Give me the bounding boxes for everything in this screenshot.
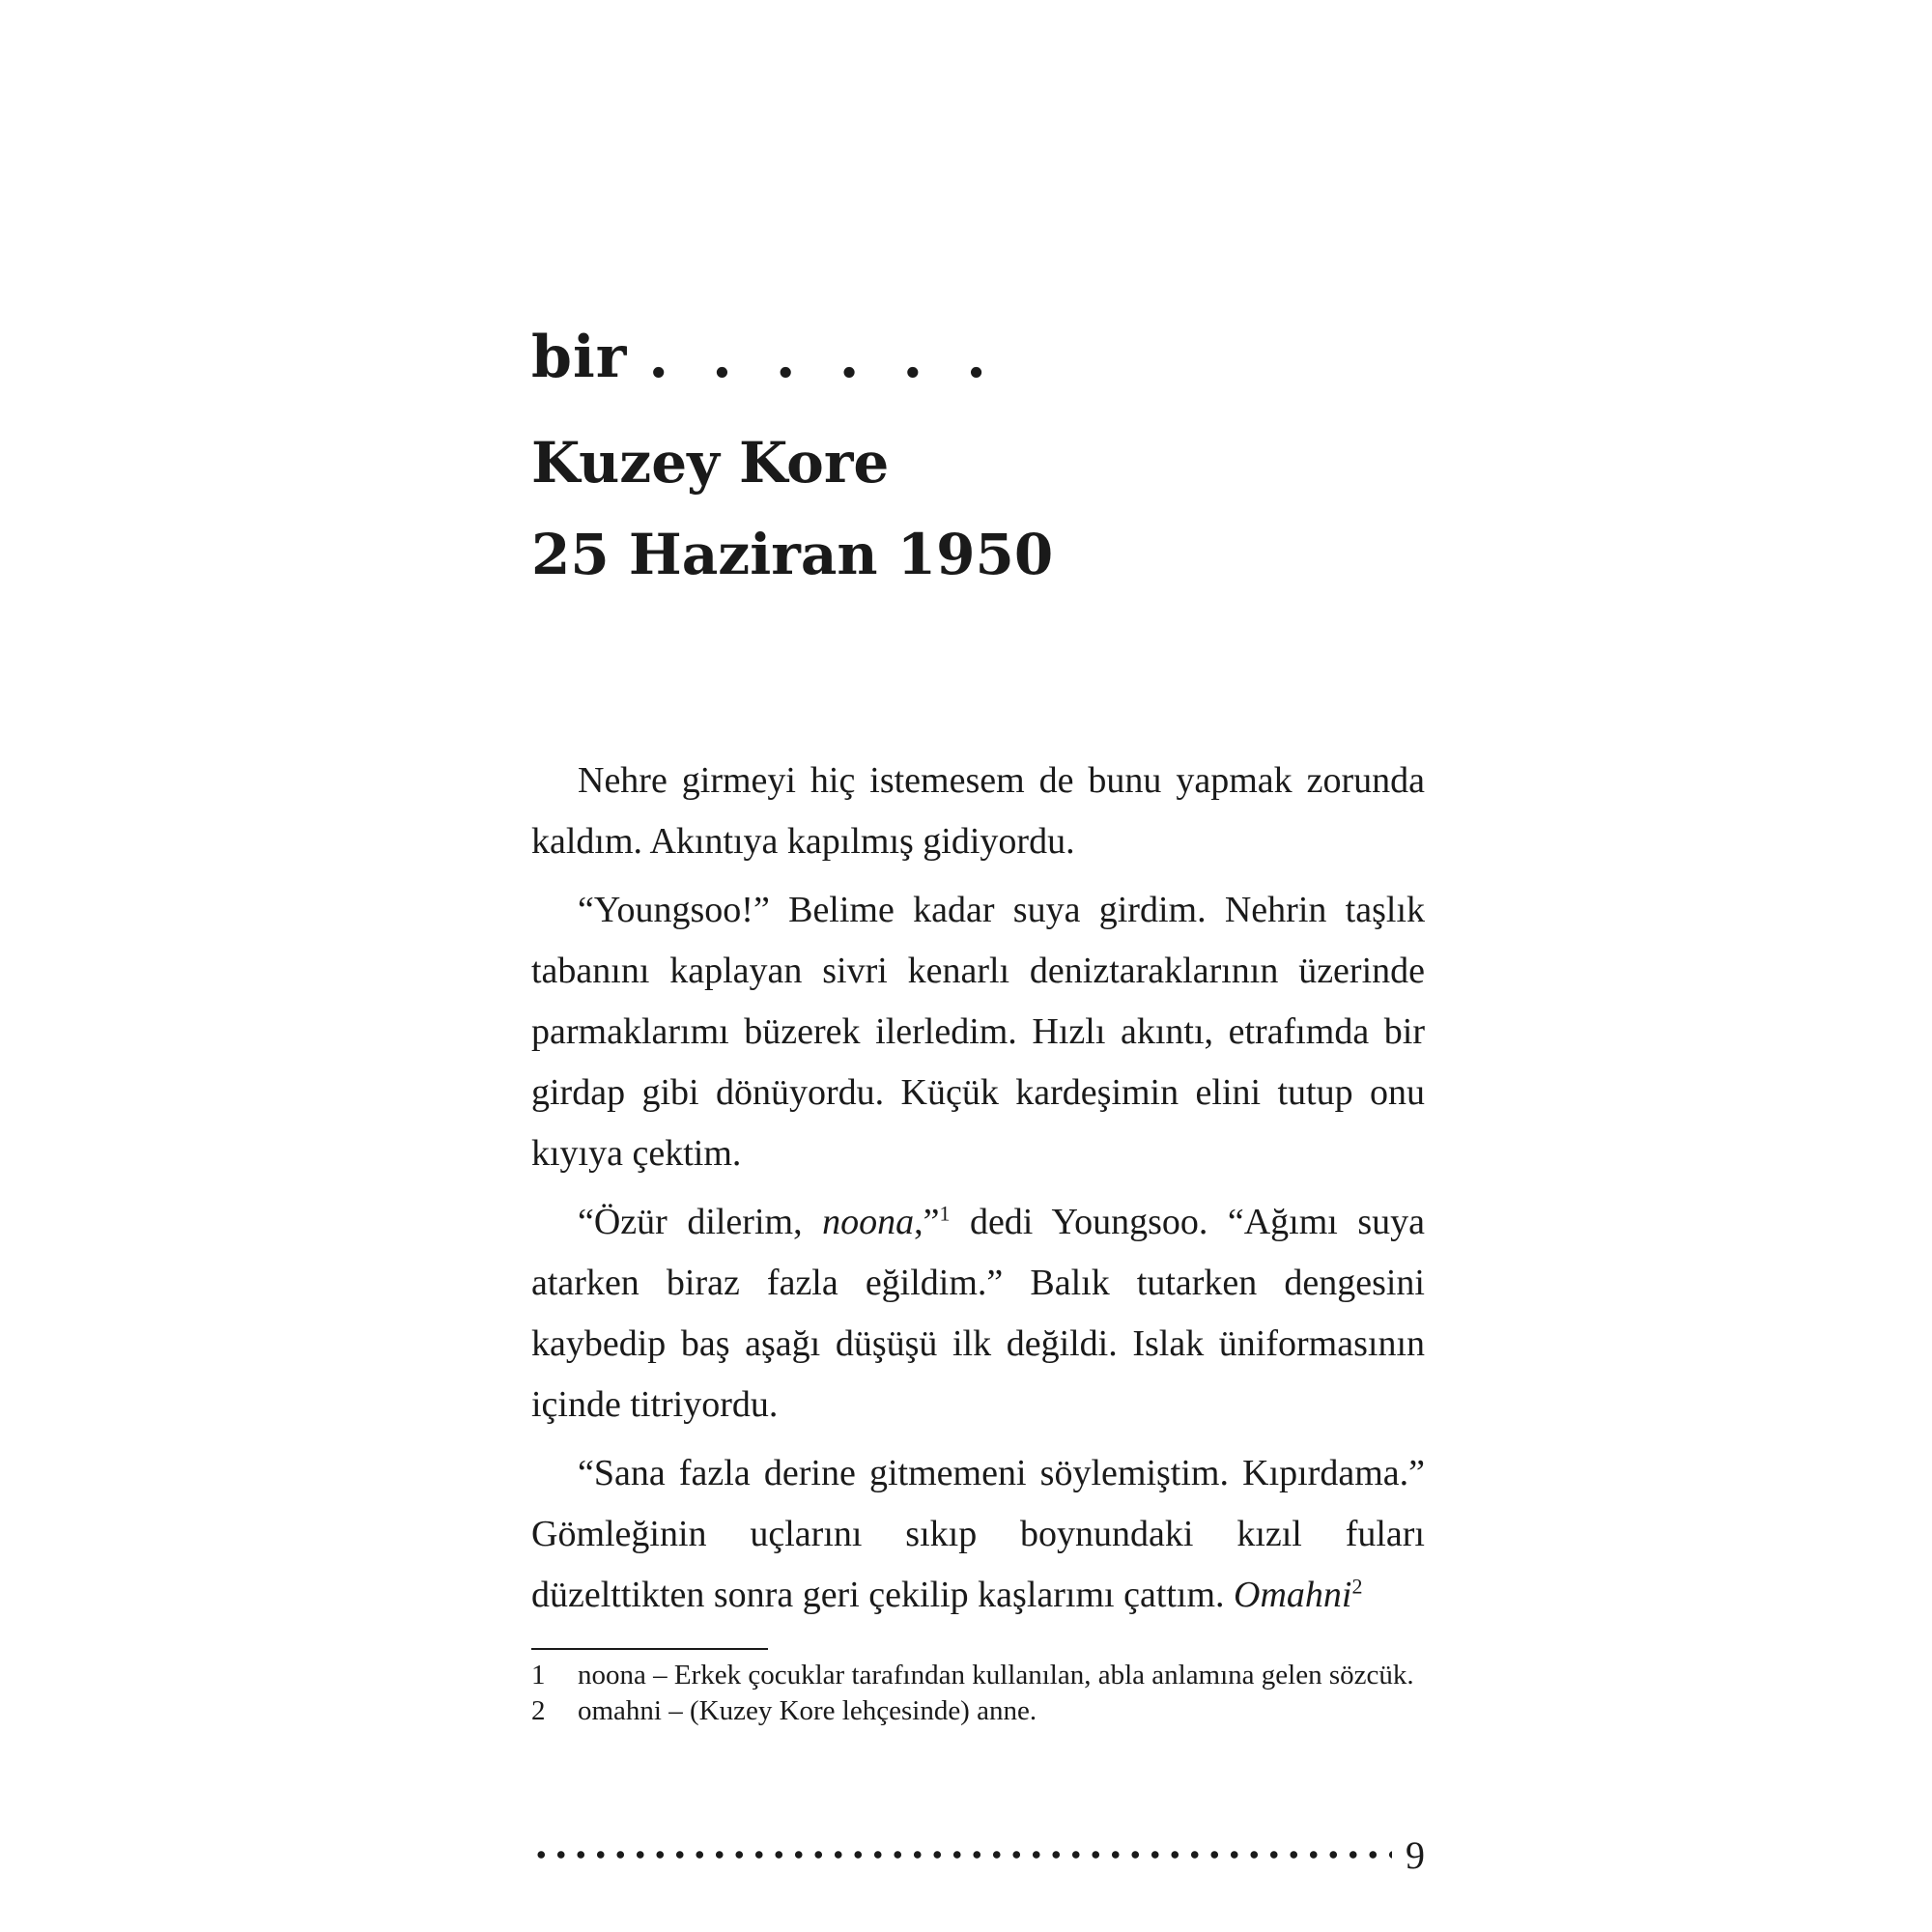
footnote-2	[531, 1693, 1425, 1729]
chapter-number-word: bir	[531, 324, 628, 391]
paragraph-2: “Youngsoo!” Belime kadar suya girdim. Nehrin taşlık tabanını kaplayan sivri kenarlı deniztaraklarının üzerinde parmaklarımı büzerek ilerledim. Hızlı akıntı, etrafımda bir girdap gibi dönüyordu. Küçük kardeşimin elini tutup onu kıyıya çektim.	[531, 890, 1425, 1174]
paragraph-3-italic: noona	[822, 1202, 915, 1242]
footnote-1	[531, 1658, 1425, 1693]
chapter-place: Kuzey Kore	[531, 430, 890, 496]
footnote-divider	[531, 1648, 768, 1650]
footnote-ref-1: 1	[939, 1201, 951, 1226]
chapter-dots: . . . . . .	[648, 324, 999, 391]
page-footer	[531, 1831, 1425, 1879]
footnote-text: omahni – (Kuzey Kore lehçesinde) anne.	[578, 1695, 1037, 1726]
body-text	[531, 751, 1425, 1634]
footnote-number: 1	[531, 1660, 546, 1690]
chapter-number	[531, 324, 998, 391]
footnotes	[531, 1658, 1425, 1729]
footnote-text: noona – Erkek çocuklar tarafından kullanılan, abla anlamına gelen sözcük.	[578, 1660, 1414, 1690]
chapter-date: 25 Haziran 1950	[531, 522, 1054, 587]
paragraph-4	[531, 1443, 1425, 1626]
footnote-ref-2: 2	[1351, 1574, 1363, 1599]
paragraph-3-quote-close: ,”	[914, 1202, 940, 1242]
paragraph-1: Nehre girmeyi hiç istemesem de bunu yapmak zorunda kaldım. Akıntıya kapılmış gidiyordu.	[531, 760, 1425, 862]
paragraph-4-start: “Sana fazla derine gitmemeni söylemiştim. Kıpırdama.” Gömleğinin uçlarını sıkıp boynundaki kızıl fuları düzelttikten sonra geri çekilip kaşlarımı çattım.	[531, 1453, 1425, 1615]
paragraph-3-start: “Özür dilerim,	[578, 1202, 823, 1242]
page-number: 9	[1406, 1833, 1425, 1877]
paragraph-3-end: dedi Youngsoo. “Ağımı suya atarken biraz fazla eğildim.” Balık tutarken dengesini kaybedip baş aşağı düşüşü ilk değildi. Islak üniformasının içinde titriyordu.	[531, 1202, 1425, 1425]
paragraph-4-italic: Omahni	[1234, 1575, 1352, 1615]
paragraph-3	[531, 1192, 1425, 1435]
footer-dot-leader	[531, 1851, 1392, 1859]
footnote-number: 2	[531, 1695, 546, 1726]
